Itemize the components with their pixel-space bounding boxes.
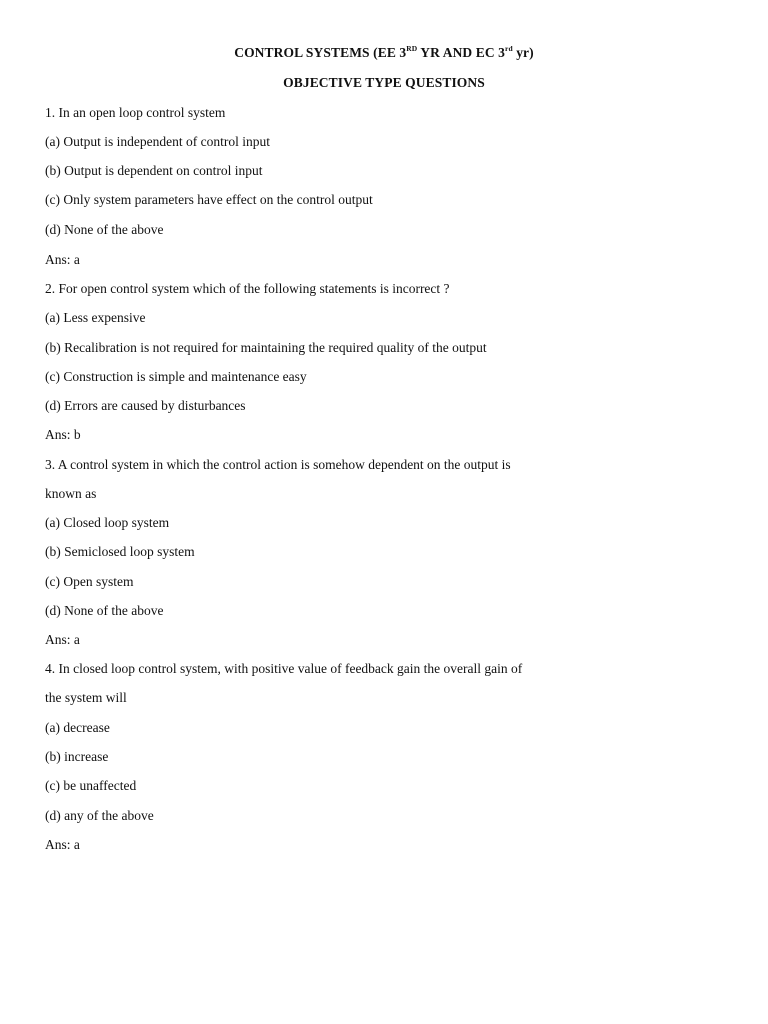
title-superscript-rd-lower: rd	[505, 44, 513, 53]
question-4-option-c: (c) be unaffected	[45, 778, 137, 793]
question-4-option-a: (a) decrease	[45, 720, 110, 735]
question-1-option-b: (b) Output is dependent on control input	[45, 163, 263, 178]
question-1-text: 1. In an open loop control system	[45, 105, 226, 120]
question-4-text: 4. In closed loop control system, with positive value of feedback gain the overall gain of	[45, 661, 523, 676]
question-1-option-d: (d) None of the above	[45, 222, 164, 237]
question-4-option-b: (b) increase	[45, 749, 109, 764]
question-4-option-d: (d) any of the above	[45, 808, 154, 823]
question-1-option-a: (a) Output is independent of control input	[45, 134, 270, 149]
question-2-option-d: (d) Errors are caused by disturbances	[45, 398, 246, 413]
title-end: yr)	[512, 45, 534, 60]
question-2-answer: Ans: b	[45, 427, 81, 442]
question-3-option-b: (b) Semiclosed loop system	[45, 544, 195, 559]
document-title	[0, 45, 768, 61]
title-main: CONTROL SYSTEMS (EE 3	[234, 45, 407, 60]
question-4-text-cont: the system will	[45, 690, 127, 705]
question-4-answer: Ans: a	[45, 837, 80, 852]
question-1-option-c: (c) Only system parameters have effect on the control output	[45, 192, 373, 207]
question-2-option-b: (b) Recalibration is not required for maintaining the required quality of the output	[45, 340, 487, 355]
question-3-answer: Ans: a	[45, 632, 80, 647]
question-3-option-c: (c) Open system	[45, 574, 134, 589]
question-1-answer: Ans: a	[45, 252, 80, 267]
question-2-text: 2. For open control system which of the following statements is incorrect ?	[45, 281, 450, 296]
question-3-text: 3. A control system in which the control action is somehow dependent on the output is	[45, 457, 511, 472]
question-3-option-d: (d) None of the above	[45, 603, 164, 618]
question-2-option-a: (a) Less expensive	[45, 310, 146, 325]
question-3-text-cont: known as	[45, 486, 97, 501]
title-mid: YR AND EC 3	[417, 45, 506, 60]
question-2-option-c: (c) Construction is simple and maintenance easy	[45, 369, 307, 384]
title-superscript-rd: RD	[406, 44, 418, 53]
document-subtitle: OBJECTIVE TYPE QUESTIONS	[283, 75, 485, 90]
question-3-option-a: (a) Closed loop system	[45, 515, 170, 530]
